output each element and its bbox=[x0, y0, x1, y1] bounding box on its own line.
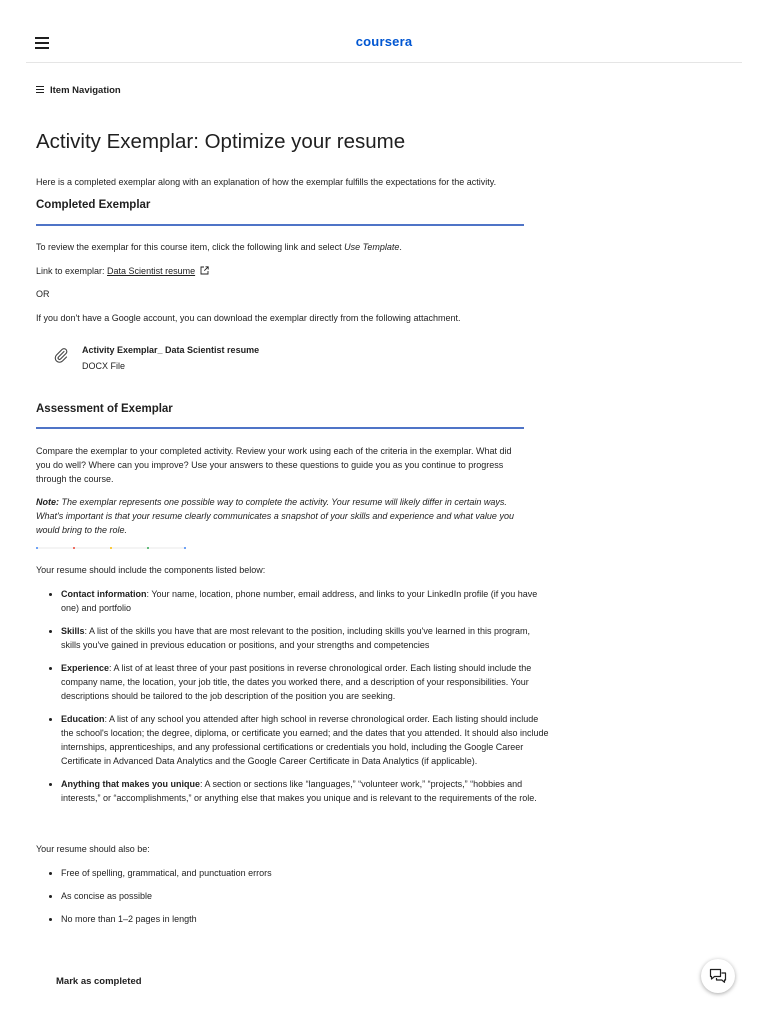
chat-bubble-icon bbox=[709, 968, 727, 984]
component-label: Education bbox=[61, 714, 105, 724]
coursera-logo[interactable]: coursera bbox=[355, 34, 413, 49]
component-description: : A section or sections like “languages,” “volunteer work,” “projects,” “hobbies and interests,” or “accomplishments,” or anything else that makes you unique and is relevant to the requirements of the role. bbox=[61, 779, 537, 803]
component-list-item bbox=[61, 712, 549, 768]
requirement-list-item: • Free of spelling, grammatical, and punctuation errors bbox=[61, 866, 549, 880]
review-instructions: To review the exemplar for this course item, click the following link and select Use Template. bbox=[36, 242, 402, 252]
component-list-item bbox=[61, 777, 549, 805]
color-dot bbox=[73, 547, 75, 549]
page-title: Activity Exemplar: Optimize your resume bbox=[36, 130, 406, 153]
requirement-list-item: • As concise as possible bbox=[61, 889, 549, 903]
section-divider bbox=[36, 427, 524, 429]
attachment-name[interactable]: Activity Exemplar_ Data Scientist resume bbox=[82, 345, 260, 355]
list-icon bbox=[36, 86, 44, 96]
completed-exemplar-heading: Completed Exemplar bbox=[36, 199, 151, 211]
components-intro: Your resume should include the components listed below: bbox=[36, 565, 266, 575]
component-description: : A list of any school you attended after high school in reverse chronological order. Each listing should include the school's location; the degree, diploma, or certificate you earned; and the dates that you attended. It should also include internships, apprenticeships, and any professional certifications or credentials you hold, including the Google Career Certificate in Advanced Data Analytics and the Google Career Certificate in Data Analytics (if applicable). bbox=[61, 714, 549, 766]
paperclip-icon bbox=[52, 347, 70, 363]
or-text: OR bbox=[36, 289, 50, 299]
section-divider bbox=[36, 224, 524, 226]
assessment-heading: Assessment of Exemplar bbox=[36, 403, 173, 415]
component-list-item bbox=[61, 624, 549, 652]
attachment-type: DOCX File bbox=[82, 361, 126, 371]
compare-text: Compare the exemplar to your completed activity. Review your work using each of the criteria in the exemplar. What did you do well? Where can you improve? Use your answers to these questions to guide you as you continue to progress through the course. bbox=[36, 446, 512, 484]
item-navigation-button[interactable] bbox=[36, 85, 121, 96]
component-label: Experience bbox=[61, 663, 110, 673]
components-list bbox=[36, 587, 549, 814]
component-label: Anything that makes you unique bbox=[61, 779, 201, 789]
component-list-item bbox=[61, 587, 549, 615]
component-description: : A list of the skills you have that are most relevant to the position, including skills you've learned in this program, skills you've gained in previous education or positions, and your strengths and competencies bbox=[61, 626, 530, 650]
top-bar bbox=[26, 0, 742, 63]
component-description: : Your name, location, phone number, email address, and links to your LinkedIn profile (if you have one) and portfolio bbox=[61, 589, 538, 613]
attachment-item[interactable] bbox=[36, 343, 524, 373]
component-label: Skills bbox=[61, 626, 85, 636]
color-dot bbox=[110, 547, 112, 549]
color-dot-divider bbox=[36, 547, 186, 549]
component-list-item bbox=[61, 661, 549, 703]
item-navigation-label: Item Navigation bbox=[50, 85, 121, 96]
exemplar-link-row bbox=[36, 264, 524, 278]
chat-icon[interactable] bbox=[701, 959, 735, 993]
component-label: Contact information bbox=[61, 589, 147, 599]
intro-text: Here is a completed exemplar along with an explanation of how the exemplar fulfills the expectations for the activity. bbox=[36, 177, 497, 187]
color-dot bbox=[147, 547, 149, 549]
no-google-text: If you don't have a Google account, you can download the exemplar directly from the following attachment. bbox=[36, 313, 461, 323]
also-list bbox=[36, 866, 549, 935]
also-intro: Your resume should also be: bbox=[36, 844, 150, 854]
component-description: : A list of at least three of your past positions in reverse chronological order. Each listing should include the company name, the location, your job title, the dates you worked there, and a description of your responsibilities. Your descriptions should be tailored to the job description of the position you are seeking. bbox=[61, 663, 532, 701]
mark-as-completed-button[interactable]: Mark as completed bbox=[56, 976, 142, 987]
external-link-icon[interactable] bbox=[200, 266, 209, 275]
color-dot bbox=[36, 547, 38, 549]
note-text: Note: The exemplar represents one possible way to complete the activity. Your resume will likely differ in certain ways. What's important is that your resume clearly communicates a snapshot of your skills and experience and what value you would bring to the role. bbox=[36, 497, 514, 535]
link-label: Link to exemplar: bbox=[36, 266, 108, 276]
data-scientist-resume-link[interactable]: Data Scientist resume bbox=[107, 266, 196, 276]
color-dot bbox=[184, 547, 186, 549]
requirement-list-item: • No more than 1–2 pages in length bbox=[61, 912, 549, 926]
